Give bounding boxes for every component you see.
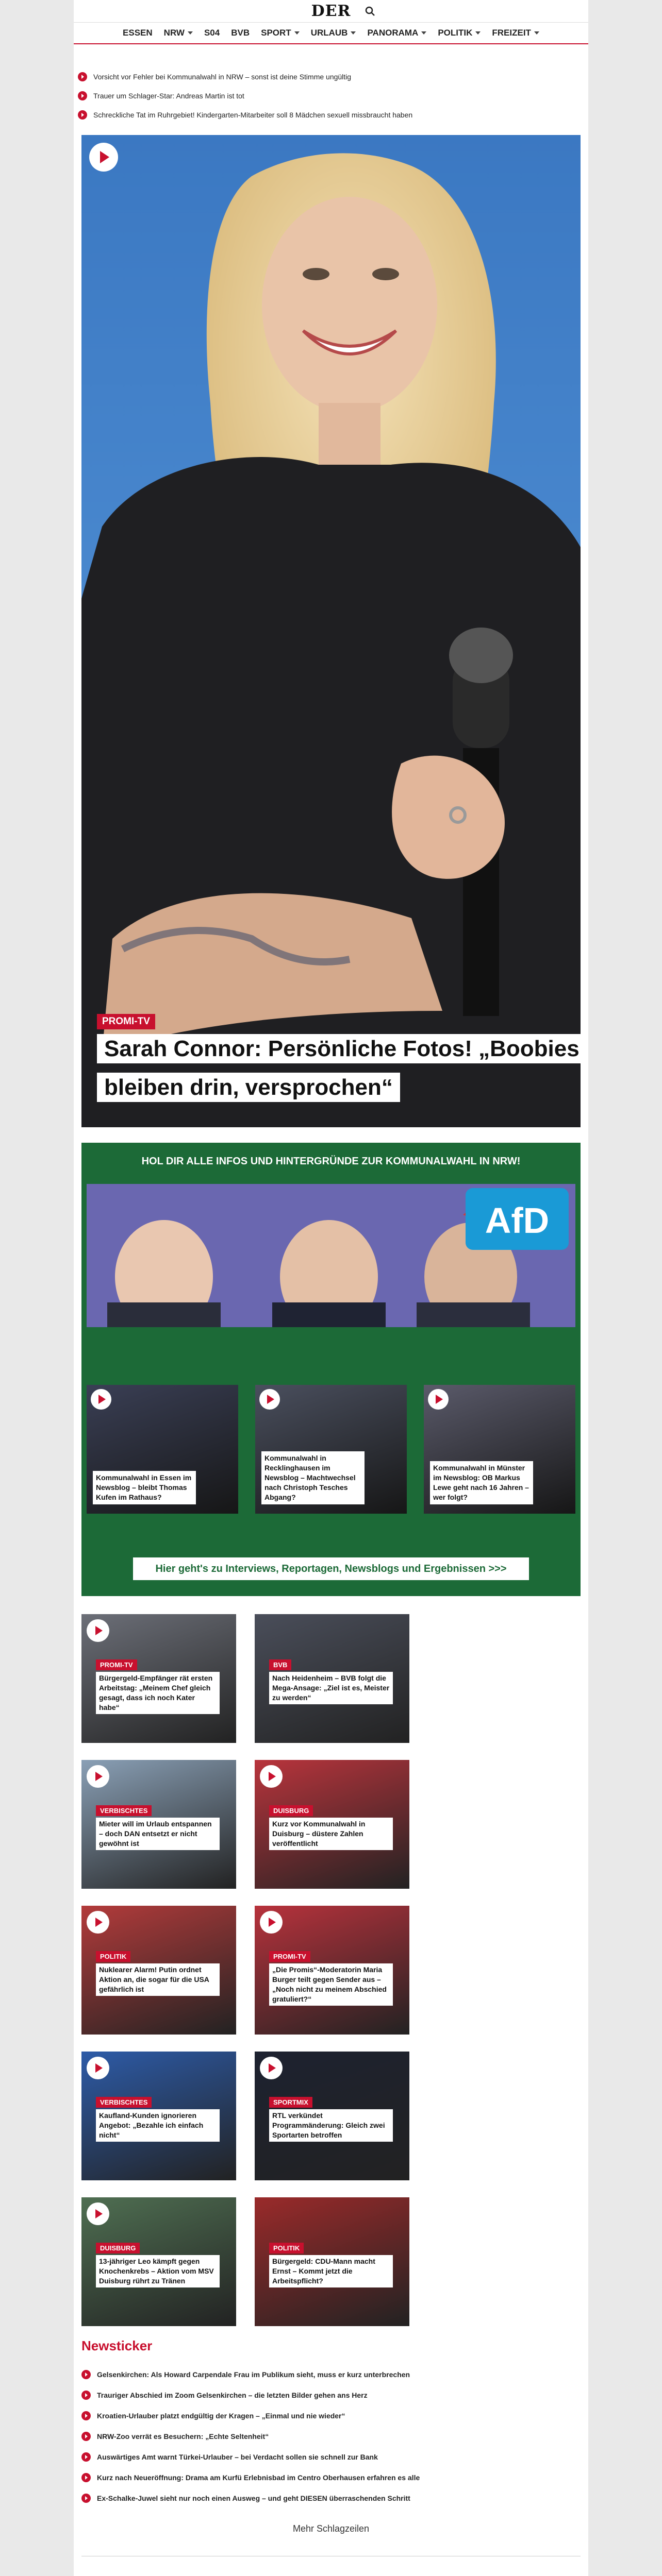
nav-item-label: BVB [231, 28, 250, 38]
teaser-card[interactable] [81, 2197, 236, 2326]
search-icon[interactable] [365, 6, 375, 16]
video-play-icon[interactable] [87, 2057, 109, 2079]
nav-item-panorama[interactable] [367, 28, 426, 38]
chevron-down-icon [188, 31, 193, 35]
hero-headline[interactable]: Sarah Connor: Persönliche Fotos! „Boobies bleiben drin, versprochen“ [97, 1034, 581, 1102]
newsticker-item[interactable] [81, 2447, 581, 2467]
video-play-icon[interactable] [87, 1619, 109, 1642]
newsticker-text: Gelsenkirchen: Als Howard Carpendale Frau im Publikum sieht, muss er kurz unterbrechen [97, 2370, 410, 2379]
newsticker-item[interactable] [81, 2426, 581, 2447]
teaser-title: Kurz vor Kommunalwahl in Duisburg – düstere Zahlen veröffentlicht [269, 1818, 393, 1850]
election-card-title: Kommunalwahl in Essen im Newsblog – bleibt Thomas Kufen im Rathaus? [93, 1471, 196, 1504]
arrow-icon [78, 110, 87, 120]
hero-teaser[interactable] [81, 135, 581, 1127]
more-headlines-link[interactable]: Mehr Schlagzeilen [292, 2523, 370, 2534]
newsticker-text: Kurz nach Neueröffnung: Drama am Kurfü Erlebnisbad im Centro Oberhausen erfahren es alle [97, 2473, 420, 2482]
teaser-kicker: POLITIK [96, 1951, 130, 1962]
newsticker-item[interactable] [81, 2467, 581, 2488]
video-play-icon[interactable] [260, 1765, 283, 1788]
video-play-icon[interactable] [87, 1765, 109, 1788]
arrow-icon [81, 2370, 91, 2379]
video-play-icon[interactable] [87, 2202, 109, 2225]
video-play-icon[interactable] [260, 2057, 283, 2079]
teaser-card[interactable] [81, 2052, 236, 2180]
video-play-icon[interactable] [428, 1389, 449, 1410]
election-card[interactable] [255, 1385, 407, 1514]
teaser-title: Mieter will im Urlaub entspannen – doch DAN entsetzt er nicht gewöhnt ist [96, 1818, 220, 1850]
teaser-title: Kaufland-Kunden ignorieren Angebot: „Bezahle ich einfach nicht“ [96, 2109, 220, 2142]
site-header [74, 0, 588, 23]
nav-item-label: SPORT [261, 28, 291, 38]
chevron-down-icon [534, 31, 539, 35]
breaking-news-item[interactable] [78, 86, 588, 105]
newsticker-text: Trauriger Abschied im Zoom Gelsenkirchen – die letzten Bilder gehen ans Herz [97, 2391, 368, 2399]
teaser-card[interactable] [81, 1906, 236, 2035]
breaking-news-list [74, 44, 588, 124]
newsticker-item[interactable] [81, 2488, 581, 2509]
chevron-down-icon [421, 31, 426, 35]
breaking-news-text: Schreckliche Tat im Ruhrgebiet! Kindergarten-Mitarbeiter soll 8 Mädchen sexuell missbraucht haben [93, 110, 413, 119]
teaser-kicker: POLITIK [269, 2243, 304, 2253]
nav-item-s04[interactable] [204, 28, 220, 38]
nav-item-nrw[interactable] [164, 28, 193, 38]
breaking-news-text: Vorsicht vor Fehler bei Kommunalwahl in NRW – sonst ist deine Stimme ungültig [93, 72, 352, 81]
nav-item-label: S04 [204, 28, 220, 38]
teaser-kicker: DUISBURG [269, 1805, 313, 1816]
nav-item-bvb[interactable] [231, 28, 250, 38]
teaser-title: Nach Heidenheim – BVB folgt die Mega-Ansage: „Ziel ist es, Meister zu werden“ [269, 1672, 393, 1704]
teaser-kicker: VERBISCHTES [96, 1805, 152, 1816]
teaser-title: Bürgergeld-Empfänger rät ersten Arbeitstag: „Meinem Chef gleich gesagt, dass ich noch Kater habe“ [96, 1672, 220, 1714]
election-button[interactable]: Hier geht's zu Interviews, Reportagen, Newsblogs und Ergebnissen >>> [133, 1557, 529, 1580]
newsticker-item[interactable] [81, 2405, 581, 2426]
chevron-down-icon [294, 31, 300, 35]
election-image[interactable] [87, 1184, 575, 1327]
arrow-icon [78, 72, 87, 81]
teaser-card[interactable] [255, 2197, 409, 2326]
election-card-title: Kommunalwahl in Münster im Newsblog: OB Markus Lewe geht nach 16 Jahren – wer folgt? [430, 1461, 533, 1504]
afd-badge: AfD [485, 1200, 550, 1241]
teaser-card[interactable] [255, 1906, 409, 2035]
newsticker-item[interactable] [81, 2364, 581, 2385]
hero-title-block [97, 1014, 581, 1107]
arrow-icon [81, 2411, 91, 2420]
video-play-icon[interactable] [260, 1911, 283, 1934]
nav-item-essen[interactable] [123, 28, 153, 38]
nav-item-urlaub[interactable] [311, 28, 356, 38]
arrow-icon [78, 91, 87, 100]
election-heading: HOL DIR ALLE INFOS UND HINTERGRÜNDE ZUR KOMMUNALWAHL IN NRW! [141, 1156, 521, 1167]
teaser-kicker: DUISBURG [96, 2243, 140, 2253]
arrow-icon [81, 2391, 91, 2400]
arrow-icon [81, 2473, 91, 2482]
teaser-title: Bürgergeld: CDU-Mann macht Ernst – Kommt jetzt die Arbeitspflicht? [269, 2255, 393, 2287]
nav-item-freizeit[interactable] [492, 28, 539, 38]
video-play-icon[interactable] [91, 1389, 111, 1410]
election-card[interactable] [424, 1385, 575, 1514]
nav-item-sport[interactable] [261, 28, 300, 38]
nav-item-label: ESSEN [123, 28, 153, 38]
arrow-icon [81, 2494, 91, 2503]
breaking-news-item[interactable] [78, 67, 588, 86]
nav-item-label: FREIZEIT [492, 28, 531, 38]
nav-item-label: URLAUB [310, 28, 348, 38]
teaser-kicker: SPORTMIX [269, 2097, 312, 2108]
newsticker-text: Ex-Schalke-Juwel sieht nur noch einen Ausweg – und geht DIESEN überraschenden Schritt [97, 2494, 410, 2502]
election-card-title: Kommunalwahl in Recklinghausen im Newsblog – Machtwechsel nach Christoph Tesches Abgang? [261, 1451, 365, 1504]
teaser-title: Nuklearer Alarm! Putin ordnet Aktion an, die sogar für die USA gefährlich ist [96, 1963, 220, 1996]
teaser-card[interactable] [255, 1614, 409, 1743]
arrow-icon [81, 2432, 91, 2441]
video-play-icon[interactable] [89, 143, 118, 172]
breaking-news-item[interactable] [78, 105, 588, 124]
newsticker-text: NRW-Zoo verrät es Besuchern: „Echte Seltenheit“ [97, 2432, 269, 2441]
chevron-down-icon [351, 31, 356, 35]
newsticker-item[interactable] [81, 2385, 581, 2405]
main-nav [74, 23, 588, 44]
video-play-icon[interactable] [259, 1389, 280, 1410]
teaser-card[interactable] [255, 1760, 409, 1889]
breaking-news-text: Trauer um Schlager-Star: Andreas Martin ist tot [93, 91, 244, 100]
election-card[interactable] [87, 1385, 238, 1514]
video-play-icon[interactable] [87, 1911, 109, 1934]
newsticker-title: Newsticker [81, 2338, 153, 2353]
page [74, 0, 588, 2576]
site-logo[interactable]: DER [311, 2, 351, 20]
election-box [81, 1143, 581, 1596]
newsticker-text: Kroatien-Urlauber platzt endgültig der Kragen – „Einmal und nie wieder“ [97, 2412, 345, 2420]
teaser-kicker: PROMI-TV [96, 1659, 137, 1670]
teaser-card[interactable] [81, 1760, 236, 1889]
teaser-title: RTL verkündet Programmänderung: Gleich zwei Sportarten betroffen [269, 2109, 393, 2142]
hero-kicker: PROMI-TV [97, 1014, 155, 1029]
arrow-icon [81, 2452, 91, 2462]
teaser-kicker: VERBISCHTES [96, 2097, 152, 2108]
nav-item-label: POLITIK [438, 28, 473, 38]
newsticker [81, 2338, 581, 2509]
hero-image [81, 135, 581, 1127]
teaser-title: 13-jähriger Leo kämpft gegen Knochenkrebs – Aktion vom MSV Duisburg rührt zu Tränen [96, 2255, 220, 2287]
teaser-kicker: PROMI-TV [269, 1951, 310, 1962]
teaser-card[interactable] [255, 2052, 409, 2180]
newsticker-text: Auswärtiges Amt warnt Türkei-Urlauber – bei Verdacht sollen sie schnell zur Bank [97, 2453, 378, 2461]
teaser-card[interactable] [81, 1614, 236, 1743]
chevron-down-icon [475, 31, 481, 35]
teaser-title: „Die Promis“-Moderatorin Maria Burger teilt gegen Sender aus – „Noch nicht zu meinem Abschied gratuliert?“ [269, 1963, 393, 2006]
teaser-kicker: BVB [269, 1659, 291, 1670]
nav-item-label: PANORAMA [367, 28, 419, 38]
nav-item-politik[interactable] [438, 28, 481, 38]
nav-item-label: NRW [163, 28, 185, 38]
